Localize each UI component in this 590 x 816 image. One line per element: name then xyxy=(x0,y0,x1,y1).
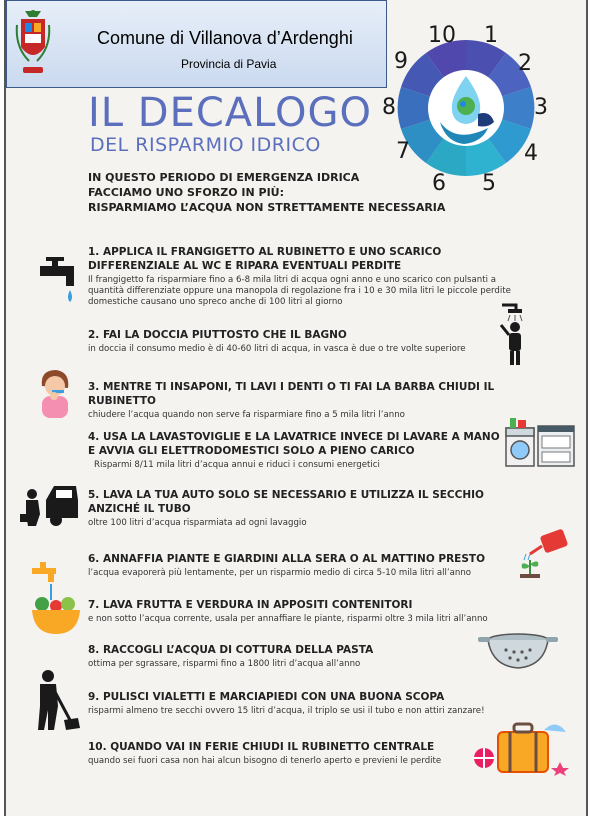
item-description: oltre 100 litri d’acqua risparmiata ad ogni lavaggio xyxy=(88,518,307,528)
shower-icon xyxy=(496,303,530,367)
intro-line: RISPARMIAMO L’ACQUA NON STRETTAMENTE NECESSARIA xyxy=(88,201,446,214)
list-item xyxy=(88,488,488,529)
list-item xyxy=(88,380,538,421)
item-title: 1. APPLICA IL FRANGIGETTO AL RUBINETTO E UNO SCARICO DIFFERENZIALE AL WC E RIPARA EVENTUALI PERDITE xyxy=(88,246,442,272)
faucet-icon xyxy=(36,256,80,306)
item-title: 9. PULISCI VIALETTI E MARCIAPIEDI CON UNA BUONA SCOPA xyxy=(88,691,445,703)
item-title: 4. USA LA LAVASTOVIGLIE E LA LAVATRICE INVECE DI LAVARE A MANO E AVVIA GLI ELETTRODOMESTICI SOLO A PIENO CARICO xyxy=(88,431,500,457)
clock-number-3: 3 xyxy=(534,95,548,120)
intro-line: FACCIAMO UNO SFORZO IN PIÙ: xyxy=(88,186,284,199)
item-title: 8. RACCOGLI L’ACQUA DI COTTURA DELLA PASTA xyxy=(88,644,374,656)
list-item xyxy=(88,245,533,308)
item-title: 2. FAI LA DOCCIA PIUTTOSTO CHE IL BAGNO xyxy=(88,329,347,341)
list-item xyxy=(88,740,538,767)
clock-number-2: 2 xyxy=(518,51,532,76)
washing-machine-dishwasher-icon xyxy=(504,416,576,468)
item-title: 3. MENTRE TI INSAPONI, TI LAVI I DENTI O TI FAI LA BARBA CHIUDI IL RUBINETTO xyxy=(88,381,495,407)
intro-line: IN QUESTO PERIODO DI EMERGENZA IDRICA xyxy=(88,171,360,184)
municipality-name: Comune di Villanova d’Ardenghi xyxy=(97,28,353,48)
poster-subtitle: DEL RISPARMIO IDRICO xyxy=(90,134,321,156)
list-item xyxy=(88,598,538,625)
fruit-washing-icon xyxy=(28,562,84,640)
clock-number-8: 8 xyxy=(382,95,396,120)
province-name: Provincia di Pavia xyxy=(181,57,277,71)
clock-dial xyxy=(398,40,535,176)
intro-text xyxy=(88,170,445,215)
clock-number-9: 9 xyxy=(394,49,408,74)
list-item xyxy=(88,430,508,471)
crest-icon xyxy=(15,7,51,77)
municipality-header xyxy=(6,0,387,88)
item-title: 5. LAVA LA TUA AUTO SOLO SE NECESSARIO E UTILIZZA IL SECCHIO ANZICHÉ IL TUBO xyxy=(88,489,484,515)
item-description: chiudere l’acqua quando non serve fa risparmiare fino a 5 mila litri l’anno xyxy=(88,410,405,420)
item-title: 10. QUANDO VAI IN FERIE CHIUDI IL RUBINETTO CENTRALE xyxy=(88,741,435,753)
watering-can-icon xyxy=(516,528,572,578)
item-description: quando sei fuori casa non hai alcun bisogno di tenerlo aperto e previeni le perdite xyxy=(88,756,442,766)
car-wash-icon xyxy=(20,480,80,528)
suitcase-icon xyxy=(474,718,570,776)
item-description: ottima per sgrassare, risparmi fino a 1800 litri d’acqua all’anno xyxy=(88,659,361,669)
clock-number-5: 5 xyxy=(482,171,496,196)
colander-icon xyxy=(478,628,558,672)
item-description: Risparmi 8/11 mila litri d’acqua annui e riduci i consumi energetici xyxy=(94,460,380,470)
list-item xyxy=(88,643,538,670)
list-item xyxy=(88,552,538,579)
item-description: risparmi almeno tre secchi ovvero 15 litri d’acqua, il triplo se usi il tubo e non attiri zanzare! xyxy=(88,706,485,716)
decalogue-poster xyxy=(4,0,588,816)
item-description: l’acqua evaporerà più lentamente, per un risparmio medio di circa 5-10 mila litri all’anno xyxy=(88,568,472,578)
item-description: in doccia il consumo medio è di 40-60 litri di acqua, in vasca è due o tre volte superiore xyxy=(88,344,466,354)
sweeping-person-icon xyxy=(36,668,80,732)
clock-number-6: 6 xyxy=(432,171,446,196)
item-description: Il frangigetto fa risparmiare fino a 6-8 mila litri di acqua ogni anno e uno scarico con pulsanti a quantità differenziate oppure una manopola di regolazione fra i 10 e 30 mila litri le piccole perdite domestiche causano uno spreco anche di 100 litri al giorno xyxy=(88,275,511,307)
clock-number-4: 4 xyxy=(524,141,538,166)
poster-title: IL DECALOGO xyxy=(88,90,372,136)
item-title: 6. ANNAFFIA PIANTE E GIARDINI ALLA SERA O AL MATTINO PRESTO xyxy=(88,553,486,565)
list-item xyxy=(88,328,538,355)
clock-number-7: 7 xyxy=(396,139,410,164)
girl-brushing-teeth-icon xyxy=(34,366,76,418)
list-item xyxy=(88,690,538,717)
clock-number-1: 1 xyxy=(484,23,498,48)
clock-number-10: 10 xyxy=(428,23,456,48)
item-title: 7. LAVA FRUTTA E VERDURA IN APPOSITI CONTENITORI xyxy=(88,599,413,611)
item-description: e non sotto l’acqua corrente, usala per annaffiare le piante, risparmi oltre 3 mila litri all’anno xyxy=(88,614,488,624)
